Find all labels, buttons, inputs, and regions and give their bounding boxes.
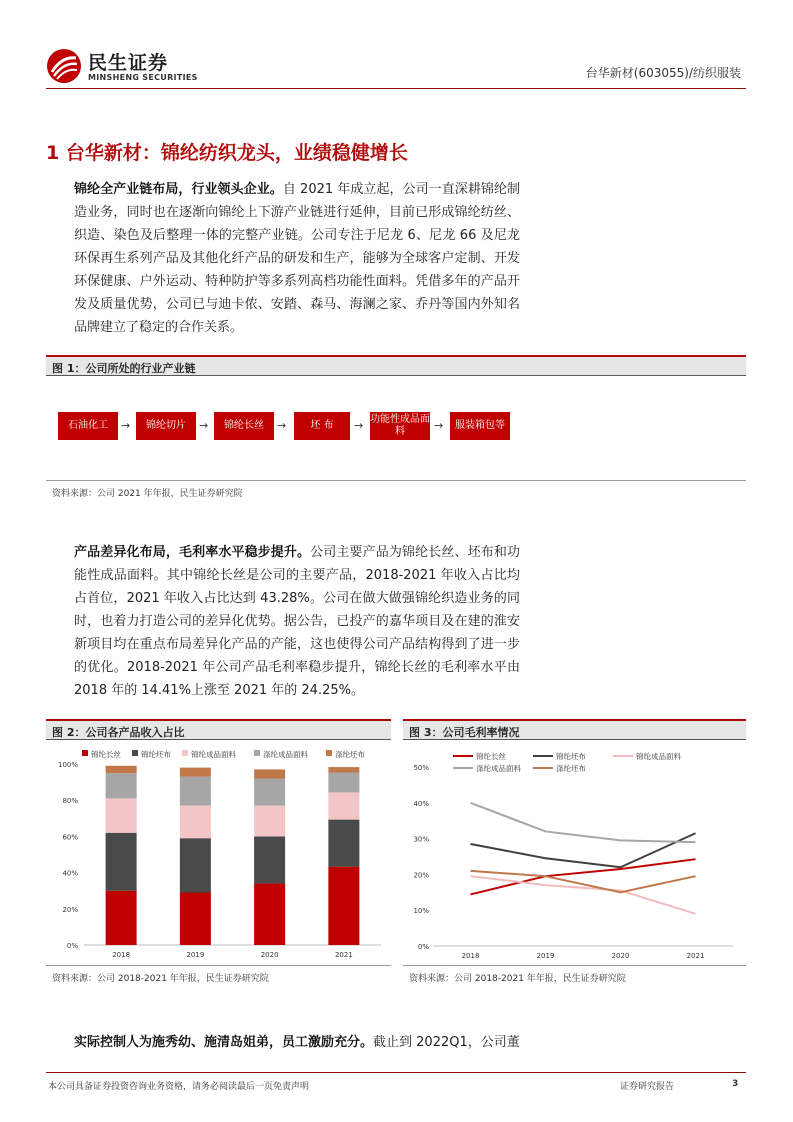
x-tick-label: 2019	[186, 951, 205, 959]
paragraph-body: 公司主要产品为锦纶长丝、坯布和功能性成品面料。其中锦纶长丝是公司的主要产品，2018-2021 年收入占比均占首位，2021 年收入占比达到 43.28%。公司在做大做强锦纶织造业务的同时，也着力打造公司的差异化优势。据公告，已投产的嘉华项目及在建的淮安新项目均在重点布局差异化产品的产能，这也使得公司产品结构得到了进一步的优化。2018-2021 年公司产品毛利率稳步提升，锦纶长丝的毛利率水平由 2018 年的 14.41%上涨至 2021 年的 24.25%。	[74, 545, 520, 698]
bar-segment	[106, 766, 137, 773]
legend-swatch	[132, 750, 138, 756]
legend-label: 涤纶坯布	[556, 764, 586, 773]
y-tick-label: 100%	[57, 761, 78, 769]
paragraph-body: 自 2021 年成立起，公司一直深耕锦纶制造业务，同时也在逐渐向锦纶上下游产业链进行延伸，目前已形成锦纶纺丝、织造、染色及后整理一体的完整产业链。公司专注于尼龙 6、尼龙 66 及尼龙环保再生系列产品及其他化纤产品的研发和生产，能够为全球客户定制、开发环保健康、户外运动、特种防护等多系列高档功能性面料。凭借多年的产品开发及质量优势，公司已与迪卡侬、安踏、森马、海澜之家、乔丹等国内外知名品牌建立了稳定的合作关系。	[74, 182, 520, 335]
paragraph-industry-chain	[74, 178, 520, 339]
y-tick-label: 60%	[62, 833, 78, 842]
x-tick-label: 2020	[260, 951, 279, 959]
flow-step-functional-fabric: 功能性成品面料	[370, 412, 430, 440]
paragraph-lead: 产品差异化布局，毛利率水平稳步提升。	[74, 545, 311, 560]
flow-step-greige-fabric: 坯 布	[294, 412, 350, 440]
bar-segment	[254, 769, 285, 778]
legend-label: 涤纶坯布	[335, 750, 365, 759]
legend-swatch	[254, 750, 260, 756]
flow-step-petrochemical: 石油化工	[58, 412, 118, 440]
y-tick-label: 30%	[413, 835, 429, 844]
y-tick-label: 10%	[413, 907, 429, 916]
bar-segment	[328, 773, 359, 793]
bar-segment	[254, 883, 285, 945]
paragraph-controlling-holders	[74, 1031, 520, 1054]
y-tick-label: 0%	[66, 942, 78, 950]
legend-swatch	[326, 750, 332, 756]
bar-segment	[328, 820, 359, 867]
paragraph-lead: 锦纶全产业链布局，行业领头企业。	[74, 182, 283, 197]
x-tick-label: 2018	[461, 952, 480, 960]
flow-arrow: →	[434, 419, 444, 432]
bar-segment	[180, 806, 211, 839]
series-line	[471, 871, 696, 892]
y-tick-label: 20%	[62, 905, 78, 914]
y-tick-label: 50%	[413, 764, 429, 772]
series-line	[471, 876, 696, 914]
figure-1-title: 图 1：公司所处的行业产业链	[46, 355, 746, 375]
legend-label: 锦纶成品面料	[636, 752, 681, 761]
page-number: 3	[732, 1079, 739, 1089]
footer-divider	[46, 1072, 746, 1073]
y-tick-label: 40%	[413, 799, 429, 808]
legend-label: 锦纶长丝	[91, 750, 121, 759]
paragraph-lead: 实际控制人为施秀幼、施清岛姐弟，员工激励充分。	[74, 1035, 374, 1050]
legend-label: 锦纶坯布	[141, 750, 171, 759]
flow-step-nylon-filament: 锦纶长丝	[214, 412, 274, 440]
flow-arrow: →	[354, 419, 364, 432]
bar-segment	[180, 838, 211, 892]
bar-segment	[328, 767, 359, 772]
bar-segment	[106, 833, 137, 891]
figure-2-bottom-rule	[46, 965, 391, 966]
flow-arrow: →	[277, 419, 287, 432]
flow-arrow: →	[199, 419, 209, 432]
report-reference: 台华新材(603055)/纺织服装	[585, 66, 741, 80]
figure-3-title: 图 3：公司毛利率情况	[403, 719, 746, 739]
legend-label: 锦纶成品面料	[191, 750, 236, 759]
legend-label: 涤纶成品面料	[263, 750, 308, 759]
figure-1-title-rule	[46, 375, 746, 376]
figure-2-title: 图 2：公司各产品收入占比	[46, 719, 391, 739]
legend-label: 涤纶成品面料	[476, 764, 521, 773]
figure-3-source: 资料来源：公司 2018-2021 年年报，民生证券研究院	[409, 974, 626, 984]
legend-label: 锦纶长丝	[476, 752, 506, 761]
x-tick-label: 2021	[686, 952, 705, 960]
gross-margin-line-chart	[403, 742, 746, 964]
series-line	[471, 859, 696, 894]
figure-1-bottom-rule	[46, 480, 746, 481]
x-tick-label: 2020	[611, 952, 630, 960]
flow-arrow: →	[121, 419, 131, 432]
bar-segment	[328, 792, 359, 819]
figure-3-bottom-rule	[403, 965, 746, 966]
legend-swatch	[182, 750, 188, 756]
bar-segment	[254, 836, 285, 883]
y-tick-label: 20%	[413, 871, 429, 880]
legend-swatch	[82, 750, 88, 756]
bar-segment	[106, 798, 137, 832]
y-tick-label: 40%	[62, 869, 78, 878]
figure-2-source: 资料来源：公司 2018-2021 年年报，民生证券研究院	[52, 974, 269, 984]
footer-disclaimer: 本公司具备证券投资咨询业务资格，请务必阅读最后一页免责声明	[48, 1082, 310, 1092]
paragraph-product-differentiation	[74, 541, 520, 702]
legend-label: 锦纶坯布	[556, 752, 586, 761]
x-tick-label: 2018	[112, 951, 131, 959]
bar-segment	[180, 768, 211, 777]
bar-segment	[106, 773, 137, 798]
paragraph-body: 截止到 2022Q1，公司董	[373, 1035, 520, 1050]
bar-segment	[180, 893, 211, 945]
figure-1-source: 资料来源：公司 2021 年年报，民生证券研究院	[52, 489, 243, 499]
y-tick-label: 0%	[417, 943, 429, 951]
logo-text-en: MINSHENG SECURITIES	[88, 73, 198, 82]
flow-step-nylon-chips: 锦纶切片	[136, 412, 196, 440]
series-line	[471, 803, 696, 842]
bar-segment	[180, 777, 211, 806]
x-tick-label: 2021	[334, 951, 353, 959]
revenue-share-stacked-bar-chart	[46, 742, 391, 964]
footer-report-type: 证券研究报告	[620, 1082, 675, 1092]
flow-step-apparel-bags: 服装箱包等	[450, 412, 510, 440]
figure-3-title-rule	[403, 739, 746, 740]
header-divider	[46, 88, 746, 89]
bar-segment	[254, 806, 285, 837]
bar-segment	[106, 891, 137, 945]
y-tick-label: 80%	[62, 797, 78, 806]
series-line	[471, 833, 696, 867]
bar-segment	[328, 867, 359, 945]
figure-2-title-rule	[46, 739, 391, 740]
section-title: 1 台华新材：锦纶纺织龙头，业绩稳健增长	[46, 142, 408, 164]
x-tick-label: 2019	[536, 952, 555, 960]
bar-segment	[254, 778, 285, 805]
minsheng-logo-icon	[46, 48, 82, 84]
logo-text-cn: 民生证券	[88, 52, 169, 74]
